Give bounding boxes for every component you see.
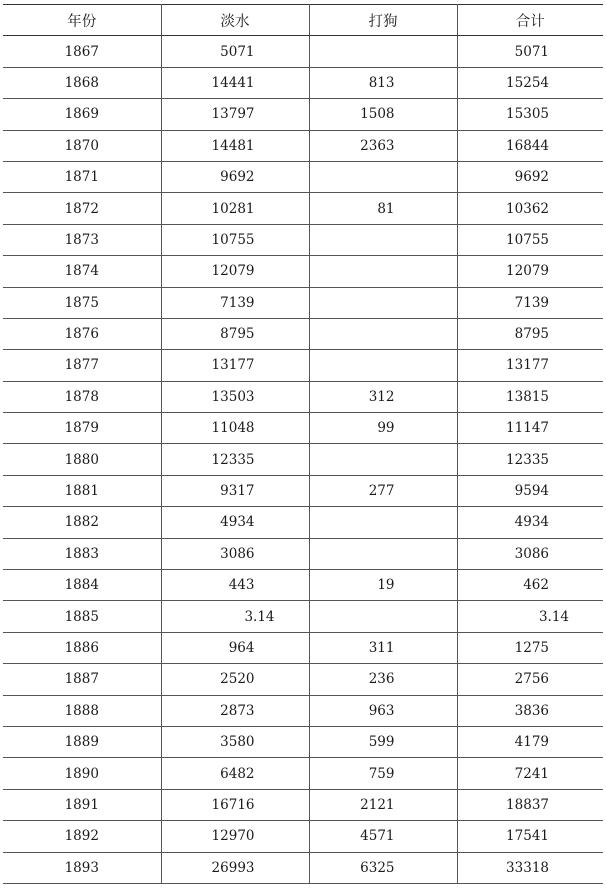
cell-takao: 277	[309, 475, 457, 506]
cell-total: 462	[457, 570, 603, 601]
cell-takao	[309, 36, 457, 67]
cell-year: 1887	[3, 664, 161, 695]
table-row	[3, 161, 603, 192]
cell-year: 1883	[3, 538, 161, 569]
table-row	[3, 632, 603, 663]
cell-tamsui: 3.14	[161, 601, 309, 632]
cell-year: 1877	[3, 350, 161, 381]
table-row	[3, 36, 603, 67]
cell-total: 1275	[457, 632, 603, 663]
table-row	[3, 67, 603, 98]
cell-total: 10362	[457, 193, 603, 224]
cell-total: 16844	[457, 130, 603, 161]
cell-year: 1882	[3, 507, 161, 538]
cell-total: 4179	[457, 726, 603, 757]
cell-takao: 4571	[309, 821, 457, 852]
cell-total: 15254	[457, 67, 603, 98]
cell-takao	[309, 350, 457, 381]
cell-total: 11147	[457, 413, 603, 444]
cell-takao: 81	[309, 193, 457, 224]
cell-tamsui: 26993	[161, 852, 309, 883]
cell-total: 9692	[457, 161, 603, 192]
cell-takao: 2121	[309, 789, 457, 820]
cell-takao	[309, 318, 457, 349]
cell-takao: 236	[309, 664, 457, 695]
cell-total: 5071	[457, 36, 603, 67]
cell-tamsui: 16716	[161, 789, 309, 820]
cell-year: 1876	[3, 318, 161, 349]
cell-takao	[309, 224, 457, 255]
cell-total: 9594	[457, 475, 603, 506]
cell-total: 15305	[457, 99, 603, 130]
cell-takao	[309, 444, 457, 475]
cell-tamsui: 964	[161, 632, 309, 663]
cell-year: 1891	[3, 789, 161, 820]
cell-tamsui: 3086	[161, 538, 309, 569]
table-row	[3, 350, 603, 381]
cell-total: 10755	[457, 224, 603, 255]
cell-takao: 312	[309, 381, 457, 412]
cell-year: 1886	[3, 632, 161, 663]
cell-total: 7241	[457, 758, 603, 789]
table-row	[3, 852, 603, 883]
cell-total: 4934	[457, 507, 603, 538]
cell-year: 1889	[3, 726, 161, 757]
cell-total: 33318	[457, 852, 603, 883]
table-row	[3, 538, 603, 569]
cell-tamsui: 10755	[161, 224, 309, 255]
cell-year: 1874	[3, 256, 161, 287]
cell-year: 1881	[3, 475, 161, 506]
header-year: 年份	[3, 5, 161, 36]
cell-takao: 813	[309, 67, 457, 98]
cell-tamsui: 10281	[161, 193, 309, 224]
cell-total: 12079	[457, 256, 603, 287]
cell-tamsui: 14481	[161, 130, 309, 161]
cell-year: 1893	[3, 852, 161, 883]
cell-takao: 99	[309, 413, 457, 444]
cell-takao: 2363	[309, 130, 457, 161]
cell-tamsui: 14441	[161, 67, 309, 98]
cell-takao: 1508	[309, 99, 457, 130]
header-row	[3, 5, 603, 36]
table-row	[3, 99, 603, 130]
header-tamsui: 淡水	[161, 5, 309, 36]
cell-year: 1892	[3, 821, 161, 852]
table-row	[3, 789, 603, 820]
table-row	[3, 413, 603, 444]
cell-takao: 6325	[309, 852, 457, 883]
cell-total: 17541	[457, 821, 603, 852]
cell-takao	[309, 538, 457, 569]
table-row	[3, 507, 603, 538]
cell-year: 1873	[3, 224, 161, 255]
cell-takao	[309, 601, 457, 632]
cell-takao: 759	[309, 758, 457, 789]
cell-total: 8795	[457, 318, 603, 349]
table-row	[3, 193, 603, 224]
cell-takao: 19	[309, 570, 457, 601]
cell-year: 1871	[3, 161, 161, 192]
cell-total: 3086	[457, 538, 603, 569]
table-row	[3, 821, 603, 852]
cell-year: 1868	[3, 67, 161, 98]
cell-takao	[309, 256, 457, 287]
table-row	[3, 318, 603, 349]
cell-year: 1884	[3, 570, 161, 601]
cell-tamsui: 2873	[161, 695, 309, 726]
cell-total: 7139	[457, 287, 603, 318]
cell-takao: 963	[309, 695, 457, 726]
table-row	[3, 381, 603, 412]
table-row	[3, 130, 603, 161]
cell-year: 1890	[3, 758, 161, 789]
table-row	[3, 758, 603, 789]
cell-takao: 311	[309, 632, 457, 663]
cell-year: 1875	[3, 287, 161, 318]
table-row	[3, 570, 603, 601]
cell-tamsui: 9317	[161, 475, 309, 506]
cell-tamsui: 12079	[161, 256, 309, 287]
cell-tamsui: 2520	[161, 664, 309, 695]
header-total: 合计	[457, 5, 603, 36]
cell-total: 13177	[457, 350, 603, 381]
cell-year: 1867	[3, 36, 161, 67]
cell-takao: 599	[309, 726, 457, 757]
table-row	[3, 287, 603, 318]
cell-tamsui: 9692	[161, 161, 309, 192]
cell-total: 12335	[457, 444, 603, 475]
cell-takao	[309, 287, 457, 318]
data-table	[3, 4, 603, 884]
header-takao: 打狗	[309, 5, 457, 36]
cell-total: 3836	[457, 695, 603, 726]
cell-year: 1878	[3, 381, 161, 412]
cell-tamsui: 7139	[161, 287, 309, 318]
cell-tamsui: 13177	[161, 350, 309, 381]
table-row	[3, 475, 603, 506]
cell-total: 2756	[457, 664, 603, 695]
cell-total: 13815	[457, 381, 603, 412]
cell-tamsui: 11048	[161, 413, 309, 444]
cell-year: 1879	[3, 413, 161, 444]
cell-tamsui: 4934	[161, 507, 309, 538]
cell-year: 1880	[3, 444, 161, 475]
cell-tamsui: 8795	[161, 318, 309, 349]
cell-year: 1870	[3, 130, 161, 161]
cell-total: 3.14	[457, 601, 603, 632]
table-row	[3, 224, 603, 255]
cell-year: 1888	[3, 695, 161, 726]
table-row	[3, 726, 603, 757]
table-body	[3, 36, 603, 884]
cell-tamsui: 443	[161, 570, 309, 601]
cell-tamsui: 12970	[161, 821, 309, 852]
cell-tamsui: 13503	[161, 381, 309, 412]
cell-tamsui: 5071	[161, 36, 309, 67]
cell-tamsui: 3580	[161, 726, 309, 757]
cell-tamsui: 6482	[161, 758, 309, 789]
table-row	[3, 601, 603, 632]
cell-tamsui: 13797	[161, 99, 309, 130]
table-row	[3, 695, 603, 726]
table-row	[3, 256, 603, 287]
cell-year: 1872	[3, 193, 161, 224]
cell-takao	[309, 507, 457, 538]
table-row	[3, 664, 603, 695]
cell-year: 1885	[3, 601, 161, 632]
cell-takao	[309, 161, 457, 192]
cell-total: 18837	[457, 789, 603, 820]
cell-year: 1869	[3, 99, 161, 130]
cell-tamsui: 12335	[161, 444, 309, 475]
table-row	[3, 444, 603, 475]
